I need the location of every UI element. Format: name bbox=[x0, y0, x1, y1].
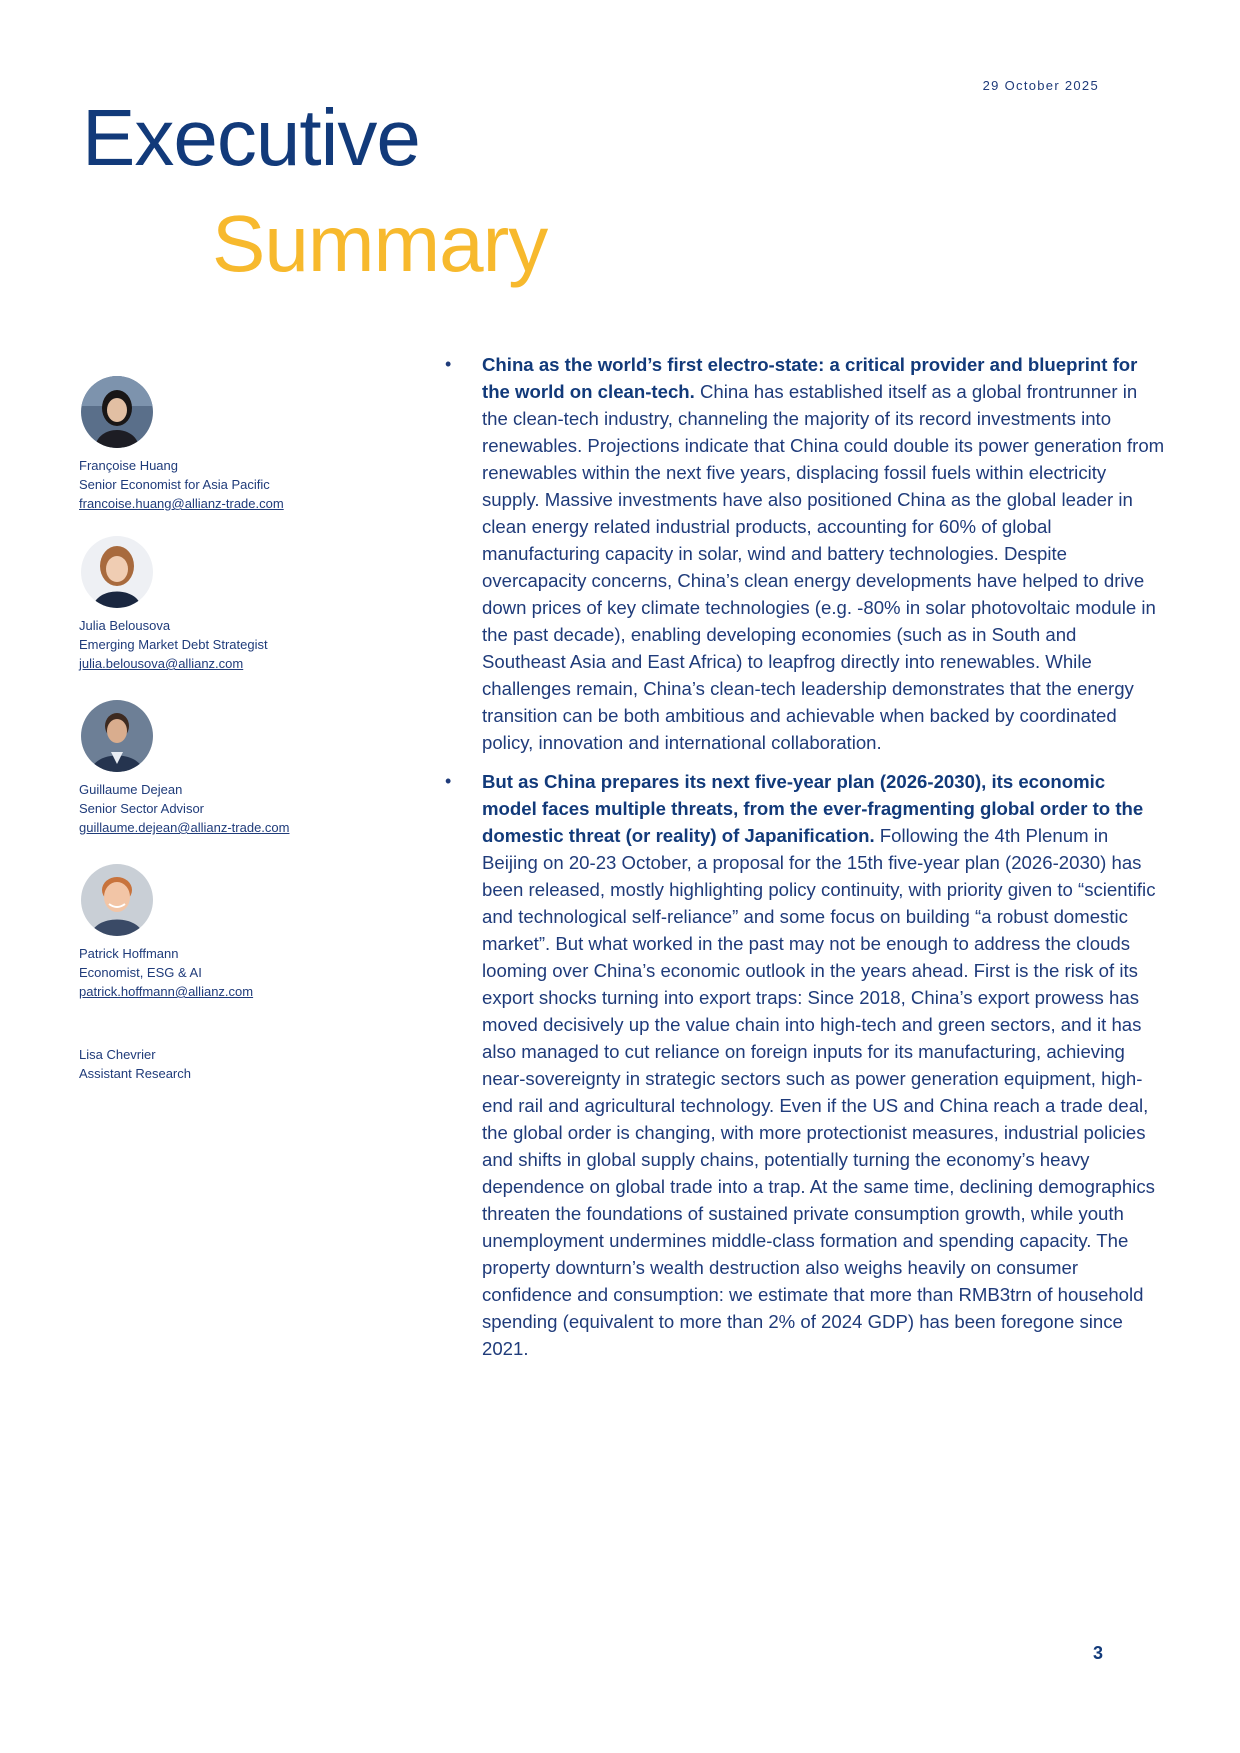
author-name: Lisa Chevrier bbox=[79, 1047, 156, 1062]
author-email-link[interactable]: julia.belousova@allianz.com bbox=[79, 656, 244, 671]
author-name: Patrick Hoffmann bbox=[79, 946, 179, 961]
bullet-text: China has established itself as a global frontrunner in the clean-tech industry, channeling the majority of its record investments into renewables. Projections indicate that China could double its power generation from renewables within the next five years, displacing fossil fuels within electricity supply. Massive investments have also positioned China as the global leader in clean energy related industrial products, accounting for 60% of global manufacturing capacity in solar, wind and battery technologies. Despite overcapacity concerns, China’s clean energy developments have helped to drive down prices of key climate technologies (e.g. -80% in solar photovoltaic module in the past decade), enabling developing economies (such as in South and Southeast Asia and East Africa) to leapfrog directly into renewables. While challenges remain, China’s clean-tech leadership demonstrates that the energy transition can be both ambitious and achievable when backed by coordinated policy, innovation and international collaboration. bbox=[482, 381, 1165, 753]
author-email-link[interactable]: patrick.hoffmann@allianz.com bbox=[79, 984, 254, 999]
author-role: Senior Economist for Asia Pacific bbox=[79, 477, 270, 492]
author-card bbox=[79, 864, 409, 1001]
author-name: Julia Belousova bbox=[79, 618, 171, 633]
bullet-dot-icon: • bbox=[445, 771, 452, 791]
bullet-dot-icon: • bbox=[445, 354, 452, 374]
bullet-heading: But as China prepares its next five-year plan (2026-2030), its economic model faces multiple threats, from the ever-fragmenting global order to the domestic threat (or reality) of Japanification. bbox=[482, 771, 1144, 846]
author-card bbox=[79, 1045, 409, 1083]
author-photo bbox=[81, 376, 153, 448]
bullet-heading: China as the world’s first electro-state: a critical provider and blueprint for the world on clean-tech. bbox=[482, 354, 1138, 402]
author-role: Assistant Research bbox=[79, 1066, 191, 1081]
title-executive: Executive bbox=[82, 93, 420, 182]
author-email-link[interactable]: guillaume.dejean@allianz-trade.com bbox=[79, 820, 290, 835]
author-name: Guillaume Dejean bbox=[79, 782, 183, 797]
author-card bbox=[79, 700, 409, 837]
title-summary: Summary bbox=[212, 199, 548, 288]
author-card bbox=[79, 536, 409, 673]
bullet-text: Following the 4th Plenum in Beijing on 20-23 October, a proposal for the 15th five-year plan (2026-2030) has been released, mostly highlighting policy continuity, with priority given to “scientific and technological self-reliance” and some focus on building “a robust domestic market”. But what worked in the past may not be enough to address the clouds looming over China’s economic outlook in the years ahead. First is the risk of its export shocks turning into export traps: Since 2018, China’s export prowess has moved decisively up the value chain into high-tech and green sectors, and it has also managed to cut reliance on foreign inputs for its manufacturing, achieving near-sovereignty in strategic sectors such as power generation equipment, high-end rail and agricultural technology. Even if the US and China reach a trade deal, the global order is changing, with more protectionist measures, industrial policies and shifts in global supply chains, potentially turning the economy’s heavy dependence on global trade into a trap. At the same time, declining demographics threaten the foundations of sustained private consumption growth, while youth unemployment undermines middle-class formation and spending capacity. The property downturn’s wealth destruction also weighs heavily on consumer confidence and consumption: we estimate that more than RMB3trn of household spending (equivalent to more than 2% of 2024 GDP) has been foregone since 2021. bbox=[482, 825, 1156, 1359]
author-role: Emerging Market Debt Strategist bbox=[79, 637, 268, 652]
author-photo bbox=[81, 864, 153, 936]
author-card bbox=[79, 376, 409, 513]
author-photo bbox=[81, 536, 153, 608]
summary-bullets bbox=[445, 351, 1165, 1374]
author-photo bbox=[81, 700, 153, 772]
author-email-link[interactable]: francoise.huang@allianz-trade.com bbox=[79, 496, 284, 511]
bullet-item bbox=[445, 768, 1165, 1362]
page-number: 3 bbox=[1092, 1643, 1103, 1663]
author-role: Senior Sector Advisor bbox=[79, 801, 205, 816]
author-name: Françoise Huang bbox=[79, 458, 178, 473]
bullet-item bbox=[445, 351, 1165, 756]
author-role: Economist, ESG & AI bbox=[79, 965, 202, 980]
report-date: 29 October 2025 bbox=[982, 78, 1099, 93]
